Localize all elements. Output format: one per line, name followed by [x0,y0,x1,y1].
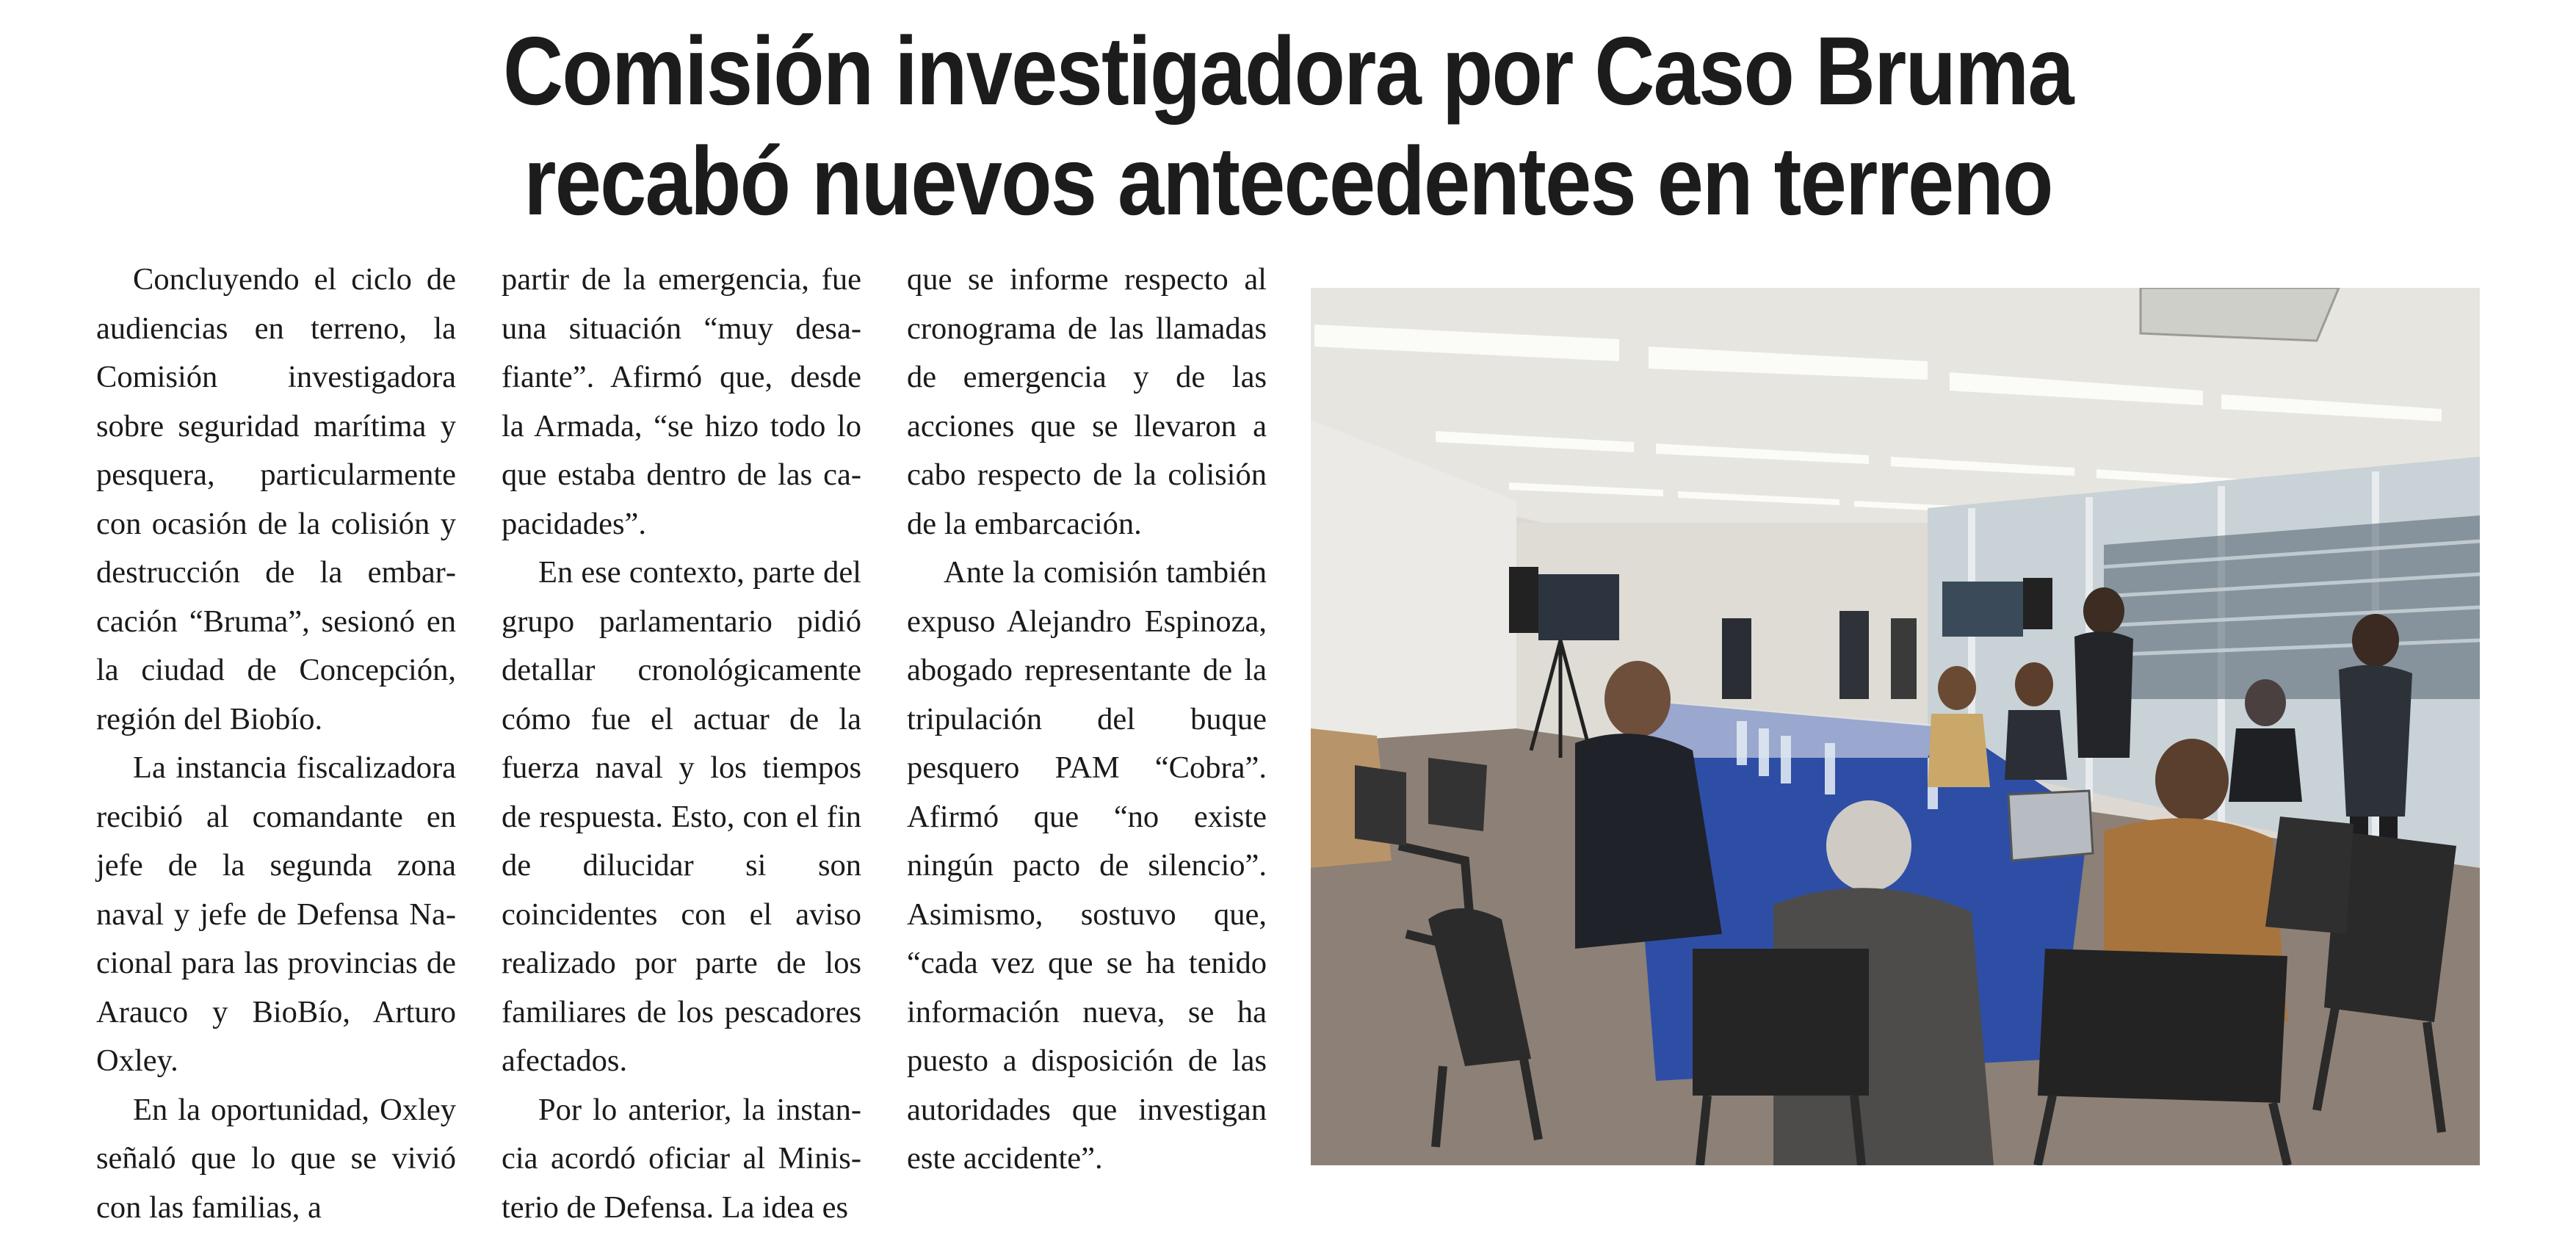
paragraph: partir de la emergencia, fue una situación “muy desafiante”. Afirmó que, desde la Armada, “se hizo todo lo que estaba dentro de las capacidades”. [502,262,861,541]
headline [181,16,2396,236]
paragraph: En ese contexto, parte del grupo parlamentario pidió detallar cronológicamente cómo fue el actuar de la fuerza naval y los tiempos de respuesta. Esto, con el fin de dilucidar si son coincidentes con el aviso realizado por parte de los familiares de los pescadores afectados. [502,555,861,1078]
article-column-2 [502,256,861,1232]
stadium-seats [2104,515,2480,699]
paragraph: Ante la comisión también expuso Alejandro Espinoza, abogado representante de la tripulación del buque pesquero PAM “Cobra”. Afirmó que “no existe ningún pacto de silencio”. Asimismo, sostuvo que, “cada vez que se ha tenido información nueva, se ha puesto a disposición de las autoridades que investigan este accidente”. [907,555,1267,1176]
meeting-photo [1311,288,2480,1165]
paragraph: Por lo anterior, la instancia acordó oficiar al Ministerio de Defensa. La idea es [502,1092,861,1225]
article-column-3 [907,256,1267,1184]
headline-line-2: recabó nuevos antecedentes en terreno [524,127,2052,235]
meeting-photo-illustration [1311,288,2480,1165]
paragraph: La instancia fiscalizadora recibió al comandante en jefe de la segunda zona naval y jefe de Defensa Nacional para las provincias de Arauco y BioBío, Arturo Oxley. [96,750,456,1078]
article-column-1 [96,256,456,1232]
paragraph: Concluyendo el ciclo de audiencias en terreno, la Comisión investigadora sobre seguridad marítima y pesquera, particularmente con ocasión de la colisión y destrucción de la embarcación “Bruma”, sesionó en la ciudad de Concepción, región del Biobío. [96,262,456,736]
headline-line-1: Comisión investigadora por Caso Bruma [503,17,2073,125]
paragraph: En la oportunidad, Oxley señaló que lo que se vivió con las familias, a [96,1092,456,1225]
paragraph: que se informe respecto al cronograma de las llamadas de emergencia y de las acciones que se llevaron a cabo respecto de la colisión de la embarcación. [907,262,1267,541]
